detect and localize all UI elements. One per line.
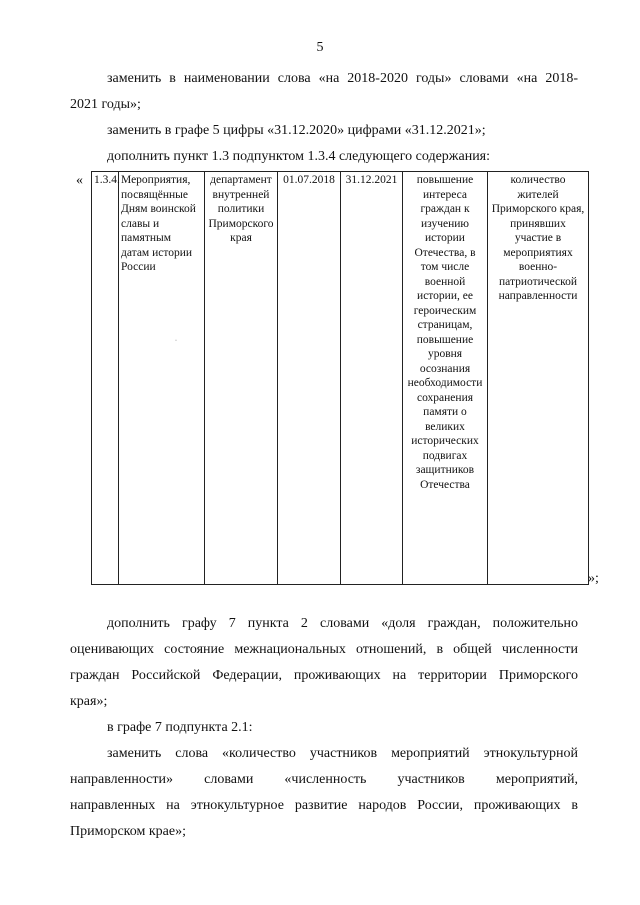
paragraph-6-line-4: Приморском крае»; (70, 824, 186, 839)
inserted-table (91, 171, 589, 585)
cell-number: 1.3.4. (92, 172, 119, 585)
page-number: 5 (316, 40, 324, 55)
paragraph-4-line-4: края»; (70, 694, 108, 709)
cell-start-date: 01.07.2018 (278, 172, 341, 585)
cell-indicator: количество жителей Приморского края, принявших участие в мероприятиях военно-патриотической направленности (488, 172, 589, 585)
open-quote: « (76, 173, 83, 188)
stray-dot: · (175, 338, 177, 344)
cell-event: Мероприятия, посвящённые Дням воинской славы и памятным датам истории России (119, 172, 205, 585)
paragraph-4-line-3: граждан Российской Федерации, проживающих на территории Приморского (70, 668, 578, 683)
paragraph-4-line-2: оценивающих состояние межнациональных отношений, в общей численности (70, 642, 578, 657)
cell-department: департамент внутренней политики Приморского края (205, 172, 278, 585)
paragraph-4-line-1: дополнить графу 7 пункта 2 словами «доля граждан, положительно (107, 616, 578, 631)
cell-result: повышение интереса граждан к изучению истории Отечества, в том числе военной истории, ее героическим страницам, повышение уровня осознания необходимости сохранения памяти о великих исторических подвигах защитников Отечества (403, 172, 488, 585)
paragraph-6-line-3: направленных на этнокультурное развитие народов России, проживающих в (70, 798, 578, 813)
paragraph-1-line-2: 2021 годы»; (70, 97, 141, 112)
close-quote: »; (588, 571, 599, 586)
paragraph-6-line-1: заменить слова «количество участников мероприятий этнокультурной (107, 746, 578, 761)
table-row (92, 172, 589, 585)
paragraph-3: дополнить пункт 1.3 подпунктом 1.3.4 следующего содержания: (107, 149, 491, 164)
paragraph-6-line-2: направленности» словами «численность участников мероприятий, (70, 772, 578, 787)
paragraph-1-line-1: заменить в наименовании слова «на 2018-2020 годы» словами «на 2018- (107, 71, 578, 86)
paragraph-2: заменить в графе 5 цифры «31.12.2020» цифрами «31.12.2021»; (107, 123, 486, 138)
cell-end-date: 31.12.2021 (341, 172, 403, 585)
paragraph-5: в графе 7 подпункта 2.1: (107, 720, 253, 735)
